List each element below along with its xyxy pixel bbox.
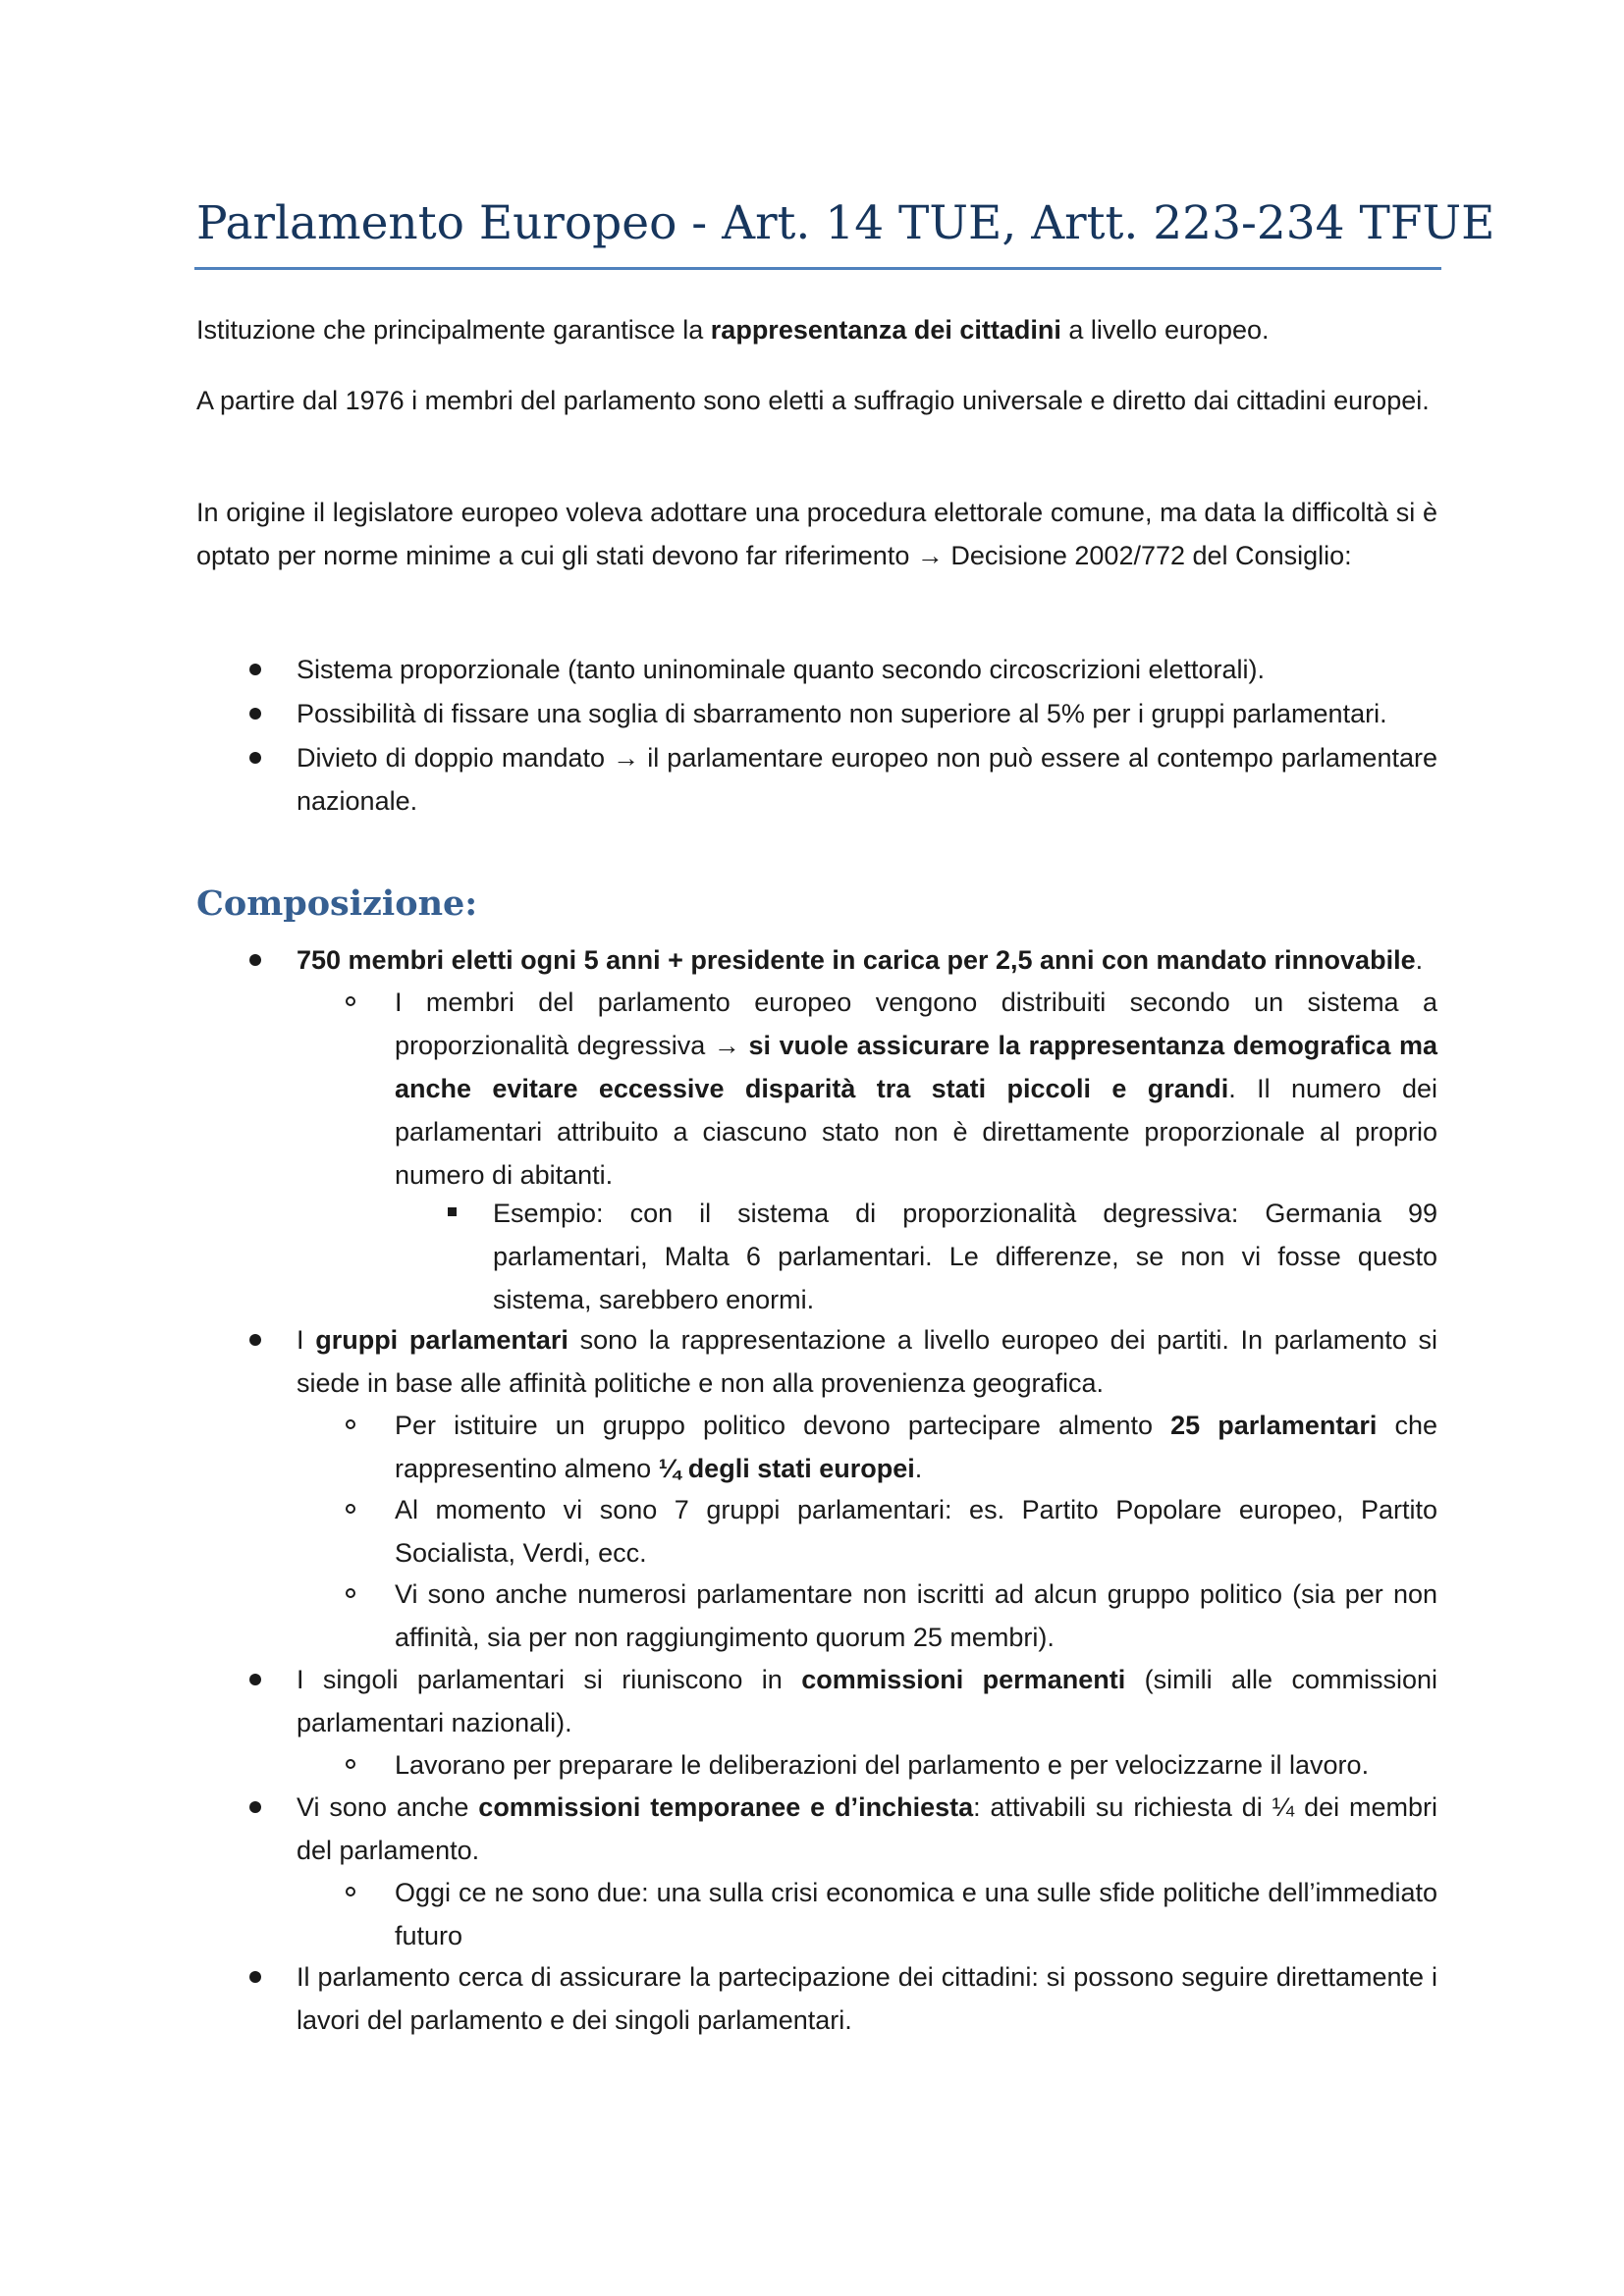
bullet-marker bbox=[249, 1334, 261, 1346]
intro-bullet-3: Divieto di doppio mandato → il parlamentare europeo non può essere al contempo parlamentare nazionale. bbox=[297, 743, 1437, 816]
composizione-bullet-2-sub-1: Per istituire un gruppo politico devono partecipare almento 25 parlamentari che rappresentino almeno ¼ degli stati europei. bbox=[395, 1411, 1437, 1483]
bullet-marker bbox=[249, 708, 261, 720]
section-heading-composizione: Composizione: bbox=[196, 883, 478, 924]
intro-paragraph-1: Istituzione che principalmente garantisce la rappresentanza dei cittadini a livello europeo. bbox=[196, 315, 1270, 345]
intro-paragraph-2: A partire dal 1976 i membri del parlamento sono eletti a suffragio universale e diretto dai cittadini europei. bbox=[196, 386, 1430, 415]
bullet-marker bbox=[249, 752, 261, 764]
composizione-bullet-2-sub-2: Al momento vi sono 7 gruppi parlamentari: es. Partito Popolare europeo, Partito Socialista, Verdi, ecc. bbox=[395, 1495, 1437, 1568]
composizione-bullet-4: Vi sono anche commissioni temporanee e d’inchiesta: attivabili su richiesta di ¼ dei membri del parlamento. bbox=[297, 1792, 1437, 1865]
composizione-bullet-1-sub-1-sub-1: Esempio: con il sistema di proporzionalità degressiva: Germania 99 parlamentari, Malta 6 parlamentari. Le differenze, se non vi fosse questo sistema, sarebbero enormi. bbox=[493, 1199, 1437, 1314]
bullet-marker bbox=[249, 664, 261, 675]
composizione-bullet-3-sub-1: Lavorano per preparare le deliberazioni del parlamento e per velocizzarne il lavoro. bbox=[395, 1750, 1370, 1780]
sub-bullet-marker bbox=[346, 1504, 355, 1514]
composizione-bullet-5: Il parlamento cerca di assicurare la partecipazione dei cittadini: si possono seguire direttamente i lavori del parlamento e dei singoli parlamentari. bbox=[297, 1962, 1437, 2035]
sub-bullet-marker bbox=[346, 1588, 355, 1598]
composizione-bullet-1: 750 membri eletti ogni 5 anni + presidente in carica per 2,5 anni con mandato rinnovabile. bbox=[297, 945, 1424, 975]
composizione-bullet-2-sub-3: Vi sono anche numerosi parlamentare non iscritti ad alcun gruppo politico (sia per non affinità, sia per non raggiungimento quorum 25 membri). bbox=[395, 1579, 1437, 1652]
bullet-marker bbox=[249, 954, 261, 966]
intro-bullet-1: Sistema proporzionale (tanto uninominale quanto secondo circoscrizioni elettorali). bbox=[297, 655, 1266, 684]
bullet-marker bbox=[249, 1971, 261, 1983]
sub-bullet-marker bbox=[346, 1887, 355, 1896]
sub-bullet-marker bbox=[346, 1419, 355, 1429]
composizione-bullet-2: I gruppi parlamentari sono la rappresentazione a livello europeo dei partiti. In parlamento si siede in base alle affinità politiche e non alla provenienza geografica. bbox=[297, 1325, 1437, 1398]
composizione-bullet-4-sub-1: Oggi ce ne sono due: una sulla crisi economica e una sulle sfide politiche dell’immediato futuro bbox=[395, 1878, 1437, 1950]
composizione-bullet-1-sub-1: I membri del parlamento europeo vengono distribuiti secondo un sistema a proporzionalità degressiva → si vuole assicurare la rappresentanza demografica ma anche evitare eccessive disparità tra stati piccoli e grandi. Il numero dei parlamentari attribuito a ciascuno stato non è direttamente proporzionale al proprio numero di abitanti. bbox=[395, 988, 1437, 1190]
bullet-marker bbox=[249, 1674, 261, 1685]
sub-sub-bullet-marker bbox=[448, 1207, 457, 1216]
sub-bullet-marker bbox=[346, 996, 355, 1006]
composizione-bullet-3: I singoli parlamentari si riuniscono in commissioni permanenti (simili alle commissioni parlamentari nazionali). bbox=[297, 1665, 1437, 1737]
intro-bullet-2: Possibilità di fissare una soglia di sbarramento non superiore al 5% per i gruppi parlamentari. bbox=[297, 699, 1387, 728]
title-underline bbox=[194, 267, 1441, 270]
bullet-marker bbox=[249, 1801, 261, 1813]
sub-bullet-marker bbox=[346, 1759, 355, 1769]
intro-paragraph-3: In origine il legislatore europeo voleva adottare una procedura elettorale comune, ma data la difficoltà si è optato per norme minime a cui gli stati devono far riferimento → Decisione 2002/772 del Consiglio: bbox=[196, 498, 1437, 570]
page-title: Parlamento Europeo - Art. 14 TUE, Artt. 223-234 TFUE bbox=[196, 196, 1495, 250]
